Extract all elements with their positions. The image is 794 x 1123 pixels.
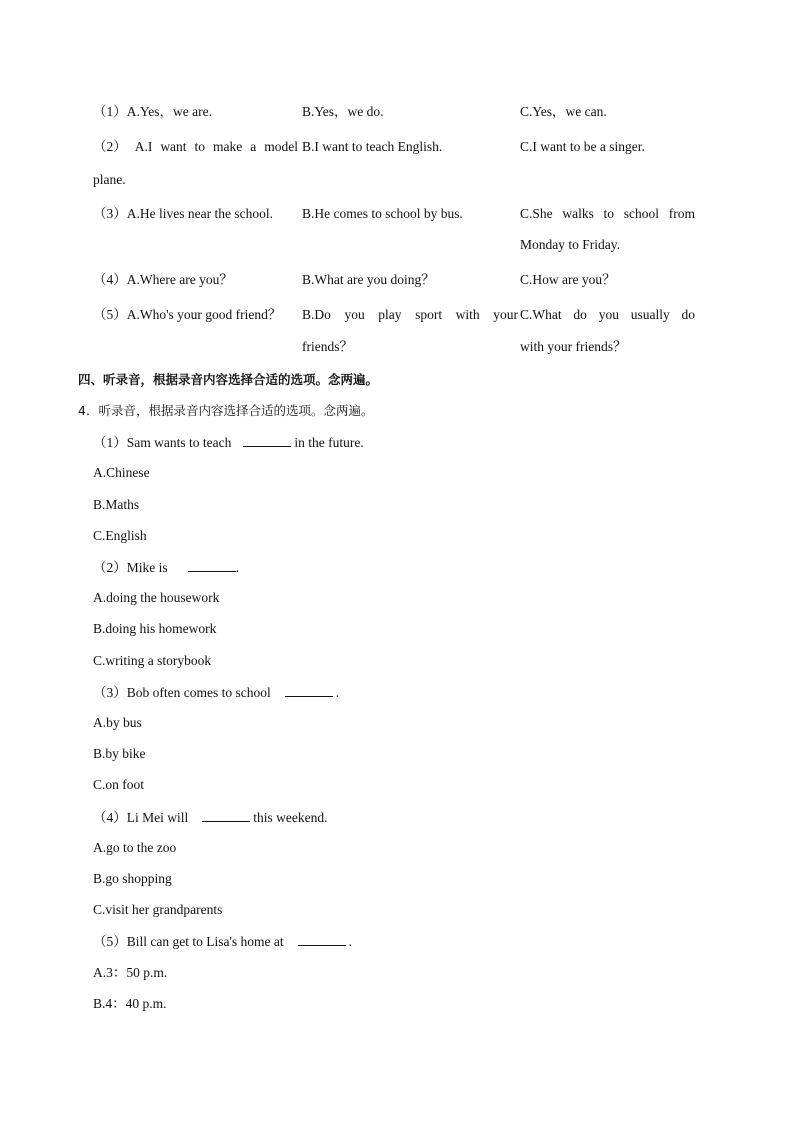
s3-q3-c-word: walks — [562, 206, 594, 221]
answer-blank[interactable] — [285, 684, 333, 697]
s3-q2-number: （2） — [93, 139, 127, 154]
s3-q1-option-c: C.Yes，we can. — [520, 104, 607, 119]
s3-q2-option-a-line2: plane. — [93, 172, 126, 187]
s3-q3-c-word: school — [623, 206, 660, 221]
s3-q2-a-word: want — [160, 139, 187, 154]
listen-q3-option-b: B.by bike — [93, 746, 146, 761]
s3-q5-c-word: do — [681, 307, 695, 322]
prompt-text: in the future. — [294, 435, 364, 450]
s3-q5-b-word: your — [493, 307, 518, 322]
s3-q5-b-word: sport — [415, 307, 443, 322]
prompt-text: （4）Li Mei will — [93, 810, 189, 825]
s3-q3-number: （3） — [93, 206, 127, 221]
section4-heading: 四、听录音，根据录音内容选择合适的选项。念两遍。 — [78, 372, 379, 387]
s3-q2-a-word: A.I — [134, 139, 153, 154]
s3-q3-option-a: A.He lives near the school. — [126, 206, 273, 221]
s3-q5-b-word: play — [378, 307, 402, 322]
question4-label: 4．听录音，根据录音内容选择合适的选项。念两遍。 — [78, 403, 374, 418]
s3-q4-option-b: B.What are you doing？ — [302, 272, 435, 287]
prompt-text: （3）Bob often comes to school — [93, 685, 271, 700]
listen-q4-option-a: A.go to the zoo — [93, 840, 177, 855]
s3-q2-a-word: model — [264, 139, 298, 154]
listen-q2-option-a: A.doing the housework — [93, 590, 220, 605]
s3-q1-number: （1） — [93, 104, 127, 119]
listen-q1-option-a: A.Chinese — [93, 465, 150, 480]
listen-q3-option-c: C.on foot — [93, 777, 145, 792]
s3-q4-number: （4） — [93, 272, 127, 287]
prompt-text: this weekend. — [253, 810, 328, 825]
s3-q3-option-b: B.He comes to school by bus. — [302, 206, 463, 221]
listen-q1-prompt — [93, 434, 364, 451]
prompt-text: . — [348, 934, 353, 949]
s3-q5-c-word: C.What — [520, 307, 562, 322]
s3-q4-option-a: A.Where are you？ — [126, 272, 233, 287]
listen-q3-option-a: A.by bus — [93, 715, 142, 730]
s3-q5-option-c-line2: with your friends？ — [520, 339, 627, 354]
s3-q5-option-b-line1 — [302, 307, 518, 323]
s3-q5-option-a: A.Who's your good friend？ — [126, 307, 282, 322]
s3-q5-number: （5） — [93, 307, 127, 322]
answer-blank[interactable] — [243, 434, 291, 447]
s3-q5-a — [93, 307, 281, 323]
s3-q4-option-c: C.How are you？ — [520, 272, 616, 287]
s3-q2-option-a-line1 — [93, 139, 298, 155]
listen-q5-option-b: B.4：40 p.m. — [93, 996, 167, 1011]
answer-blank[interactable] — [188, 559, 236, 572]
s3-q2-a-word: a — [250, 139, 257, 154]
prompt-text: （2）Mike is — [93, 560, 168, 575]
listen-q1-option-c: C.English — [93, 528, 147, 543]
s3-q5-c-word: do — [573, 307, 587, 322]
listen-q3-prompt — [93, 684, 339, 701]
listen-q2-option-c: C.writing a storybook — [93, 653, 212, 668]
s3-q4-a — [93, 272, 233, 288]
listen-q2-option-b: B.doing his homework — [93, 621, 217, 636]
listen-q5-option-a: A.3：50 p.m. — [93, 965, 168, 980]
answer-blank[interactable] — [298, 933, 346, 946]
listen-q2-prompt — [93, 559, 239, 576]
s3-q5-b-word: B.Do — [302, 307, 331, 322]
s3-q2-option-b: B.I want to teach English. — [302, 139, 443, 154]
listen-q4-option-b: B.go shopping — [93, 871, 172, 886]
s3-q5-c-word: usually — [630, 307, 670, 322]
s3-q3-option-c-line2: Monday to Friday. — [520, 237, 620, 252]
s3-q3-a — [93, 206, 273, 222]
listen-q4-option-c: C.visit her grandparents — [93, 902, 223, 917]
s3-q2-option-c: C.I want to be a singer. — [520, 139, 645, 154]
s3-q3-option-c-line1 — [520, 206, 695, 222]
answer-blank[interactable] — [202, 809, 250, 822]
s3-q5-option-b-line2: friends？ — [302, 339, 353, 354]
listen-q1-option-b: B.Maths — [93, 497, 140, 512]
s3-q3-c-word: from — [668, 206, 695, 221]
s3-q1-a — [93, 104, 212, 120]
listen-q4-prompt — [93, 809, 327, 826]
prompt-text: （5）Bill can get to Lisa's home at — [93, 934, 284, 949]
prompt-text: . — [335, 685, 340, 700]
s3-q1-option-a: A.Yes，we are. — [126, 104, 212, 119]
s3-q1-option-b: B.Yes，we do. — [302, 104, 384, 119]
prompt-text: . — [235, 560, 240, 575]
s3-q5-b-word: with — [455, 307, 480, 322]
s3-q5-b-word: you — [344, 307, 365, 322]
s3-q3-c-word: C.She — [520, 206, 553, 221]
s3-q2-a-word: make — [213, 139, 243, 154]
s3-q5-option-c-line1 — [520, 307, 695, 323]
s3-q2-a-word: to — [194, 139, 206, 154]
s3-q3-c-word: to — [603, 206, 615, 221]
s3-q5-c-word: you — [598, 307, 619, 322]
listen-q5-prompt — [93, 933, 352, 950]
prompt-text: （1）Sam wants to teach — [93, 435, 232, 450]
